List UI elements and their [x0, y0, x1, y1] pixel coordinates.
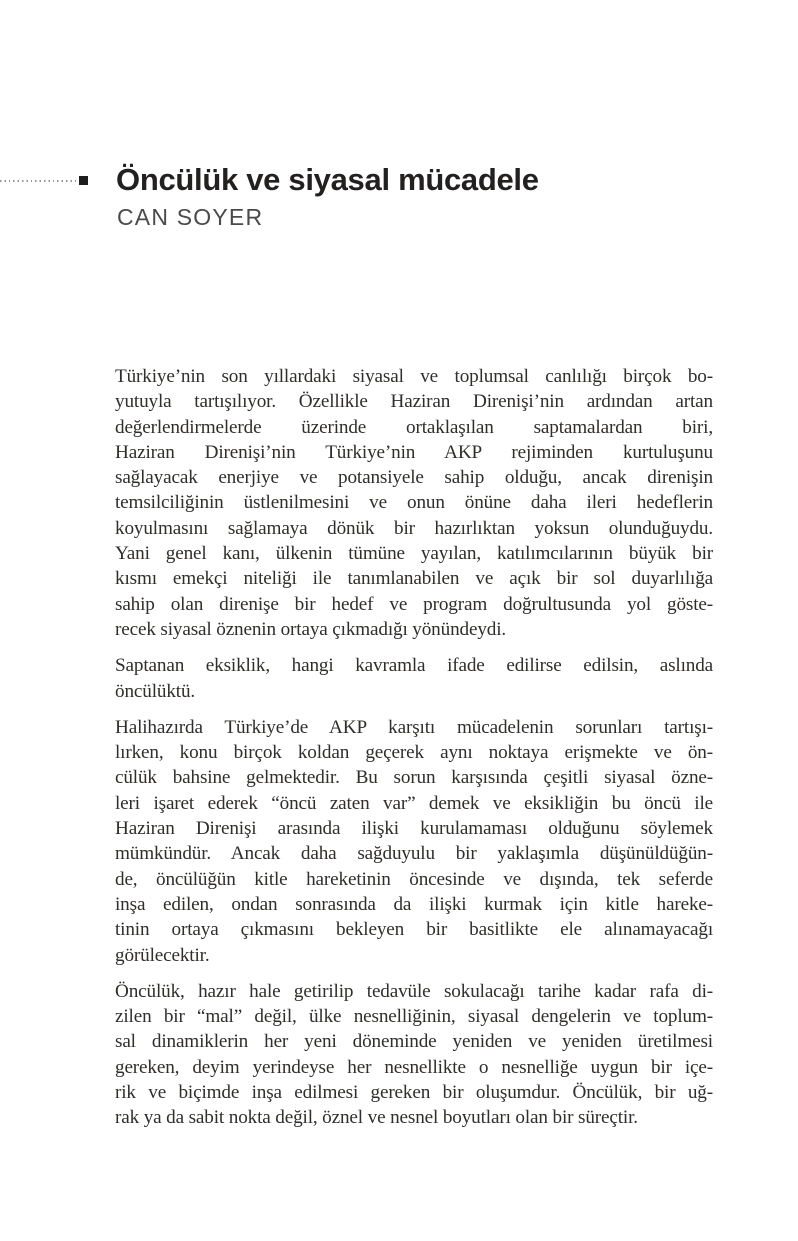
- article-body: [115, 364, 713, 1131]
- text-line: Öncülük, hazır hale getirilip tedavüle sokulacağı tarihe kadar rafa di-: [115, 980, 713, 1002]
- text-line: Haziran Direnişi’nin Türkiye’nin AKP rejiminden kurtuluşunu: [115, 441, 713, 463]
- paragraph: [115, 979, 713, 1131]
- text-line: değerlendirmelerde üzerinde ortaklaşılan saptamalardan biri,: [115, 416, 713, 438]
- text-line: de, öncülüğün kitle hareketinin öncesinde ve dışında, tek seferde: [115, 868, 713, 890]
- paragraph: [115, 653, 713, 704]
- text-line: rik ve biçimde inşa edilmesi gereken bir oluşumdur. Öncülük, bir uğ-: [115, 1082, 713, 1104]
- square-bullet-icon: [79, 176, 88, 185]
- text-line: yutuyla tartışılıyor. Özellikle Haziran Direnişi’nin ardından artan: [115, 391, 713, 413]
- text-line: rak ya da sabit nokta değil, öznel ve nesnel boyutları olan bir süreçtir.: [115, 1107, 638, 1129]
- text-line: sal dinamiklerin her yeni döneminde yeniden ve yeniden üretilmesi: [115, 1031, 713, 1053]
- author-byline: CAN SOYER: [117, 204, 264, 230]
- text-line: mümkündür. Ancak daha sağduyulu bir yaklaşımla düşünüldüğün-: [115, 843, 713, 865]
- text-line: cülük bahsine gelmektedir. Bu sorun karşısında çeşitli siyasal özne-: [115, 767, 713, 789]
- paragraph: [115, 715, 713, 968]
- text-line: recek siyasal öznenin ortaya çıkmadığı yönündeydi.: [115, 618, 507, 640]
- text-line: tinin ortaya çıkmasını bekleyen bir basitlikte ele alınamayacağı: [115, 919, 713, 941]
- chapter-title: Öncülük ve siyasal mücadele: [116, 162, 539, 197]
- text-line: görülecektir.: [115, 944, 210, 966]
- text-line: Halihazırda Türkiye’de AKP karşıtı mücadelenin sorunları tartışı-: [115, 716, 713, 738]
- text-line: temsilciliğinin üstlenilmesini ve onun önüne daha ileri hedeflerin: [115, 492, 713, 514]
- text-line: koyulmasını sağlamaya dönük bir hazırlıktan yoksun olunduğuydu.: [115, 517, 713, 539]
- text-line: leri işaret ederek “öncü zaten var” demek ve eksikliğin bu öncü ile: [115, 792, 713, 814]
- paragraph: [115, 364, 713, 642]
- text-line: Haziran Direnişi arasında ilişki kurulamaması olduğunu söylemek: [115, 818, 713, 840]
- text-line: sahip olan direnişe bir hedef ve program doğrultusunda yol göste-: [115, 593, 713, 615]
- text-line: sağlayacak enerjiye ve potansiyele sahip olduğu, ancak direnişin: [115, 467, 713, 489]
- text-line: Türkiye’nin son yıllardaki siyasal ve toplumsal canlılığı birçok bo-: [115, 366, 713, 387]
- text-line: kısmı emekçi niteliği ile tanımlanabilen ve açık bir sol duyarlılığa: [115, 568, 713, 590]
- text-line: inşa edilen, ondan sonrasında da ilişki kurmak için kitle hareke-: [115, 893, 713, 915]
- text-line: Yani genel kanı, ülkenin tümüne yayılan, katılımcılarının büyük bir: [115, 543, 713, 565]
- text-line: öncülüktü.: [115, 680, 196, 702]
- text-line: gereken, deyim yerindeyse her nesnellikte o nesnelliğe uygun bir içe-: [115, 1056, 713, 1078]
- dotted-leader-line: [0, 180, 77, 182]
- text-line: Saptanan eksiklik, hangi kavramla ifade edilirse edilsin, aslında: [115, 655, 713, 677]
- text-line: zilen bir “mal” değil, ülke nesnelliğinin, siyasal dengelerin ve toplum-: [115, 1006, 713, 1028]
- text-line: lırken, konu birçok koldan geçerek aynı noktaya erişmekte ve ön-: [115, 742, 713, 764]
